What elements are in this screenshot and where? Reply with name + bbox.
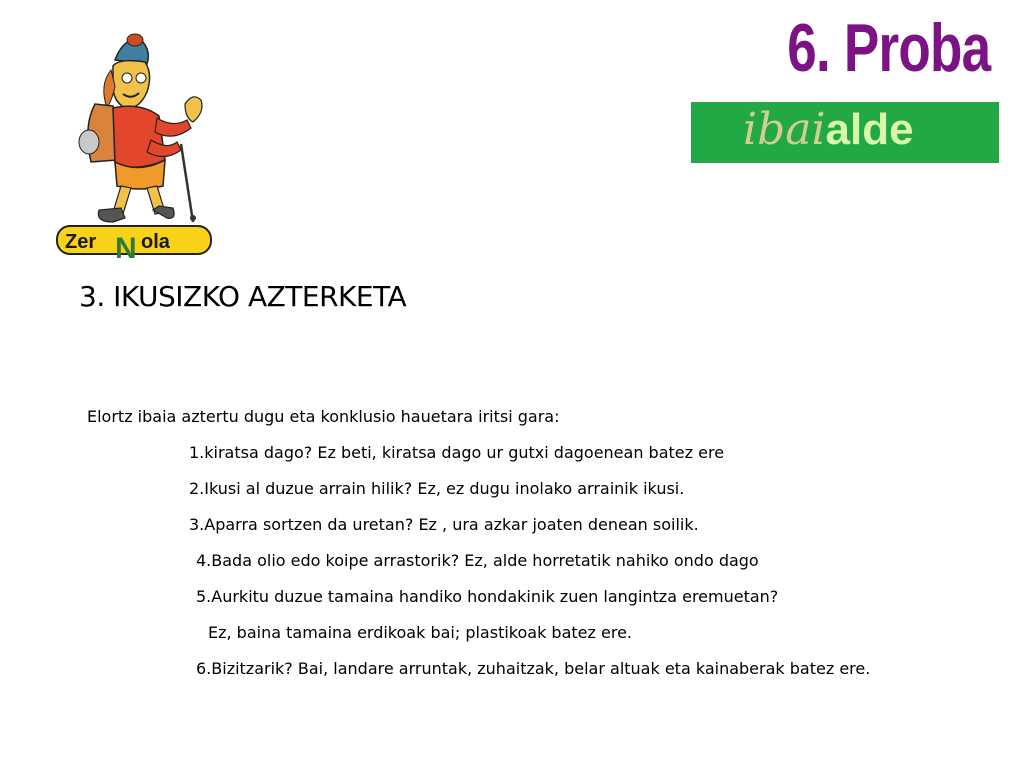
list-item: 6.Bizitzarik? Bai, landare arruntak, zuhaitzak, belar altuak eta kainaberak batez ere. — [196, 659, 871, 678]
ibaialde-wordmark — [743, 104, 914, 155]
svg-text:N: N — [115, 232, 137, 265]
svg-text:Zer: Zer — [65, 231, 97, 253]
list-item: 5.Aurkitu duzue tamaina handiko hondakinik zuen langintza eremuetan? — [196, 587, 779, 606]
list-item: Ez, baina tamaina erdikoak bai; plastikoak batez ere. — [208, 623, 632, 642]
brand-part2: alde — [825, 105, 914, 154]
section-title: 3. IKUSIZKO AZTERKETA — [79, 280, 407, 313]
list-item: 4.Bada olio edo koipe arrastorik? Ez, alde horretatik nahiko ondo dago — [196, 551, 759, 570]
list-item: 3.Aparra sortzen da uretan? Ez , ura azkar joaten denean soilik. — [189, 515, 699, 534]
ibaialde-banner — [691, 102, 999, 163]
list-item: 1.kiratsa dago? Ez beti, kiratsa dago ur gutxi dagoenean batez ere — [189, 443, 725, 462]
svg-text:ola: ola — [141, 231, 170, 253]
zernola-mascot-logo — [55, 30, 220, 265]
brand-part1: ibai — [743, 104, 826, 155]
intro-text: Elortz ibaia aztertu dugu eta konklusio hauetara iritsi gara: — [87, 407, 560, 426]
list-item: 2.Ikusi al duzue arrain hilik? Ez, ez dugu inolako arrainik ikusi. — [189, 479, 685, 498]
proba-title: 6. Proba — [786, 10, 990, 86]
